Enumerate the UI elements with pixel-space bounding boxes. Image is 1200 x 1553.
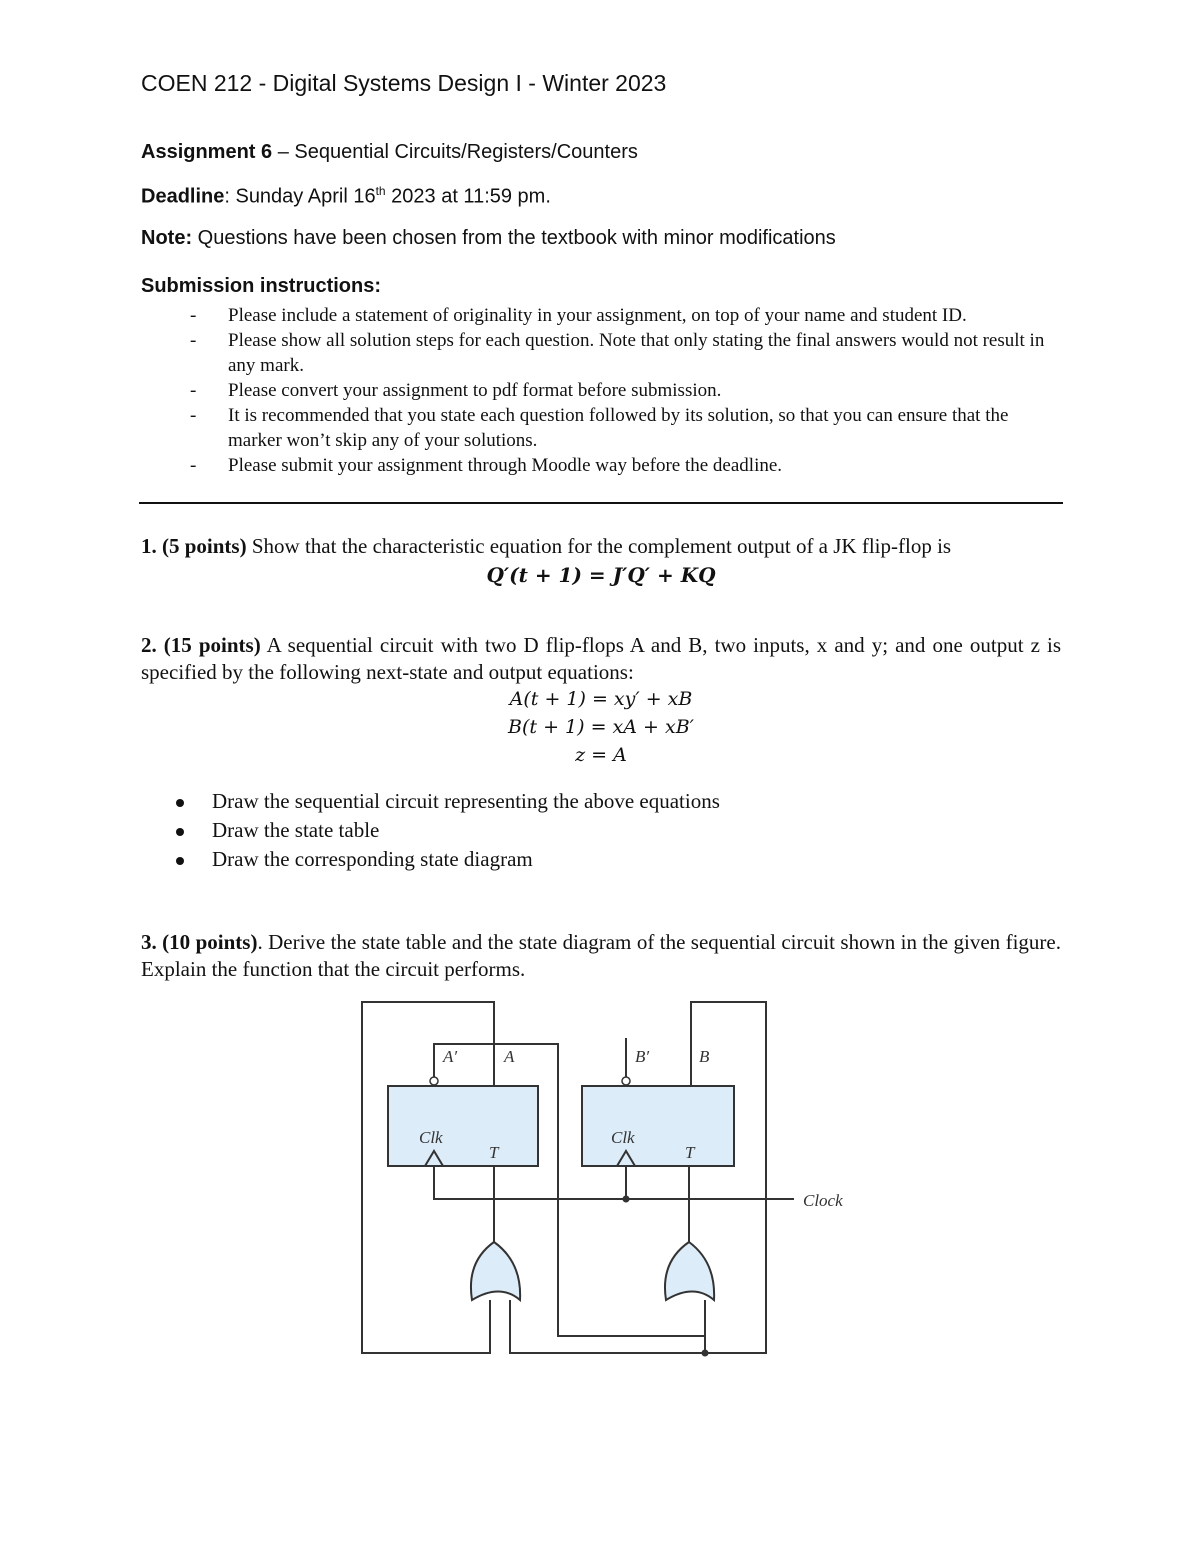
- deadline-sup: th: [375, 184, 386, 198]
- label-t-a: T: [489, 1143, 499, 1162]
- label-a-prime: A′: [443, 1047, 458, 1066]
- instruction-text: Please convert your assignment to pdf format before submission.: [228, 380, 722, 401]
- question-2-text: A sequential circuit with two D flip-flops A and B, two inputs, x and y; and one output z is specified by the following next-state and output equations:: [141, 633, 1061, 684]
- assignment-topic: Sequential Circuits/Registers/Counters: [294, 141, 638, 163]
- instruction-text: Please show all solution steps for each question. Note that only stating the final answers would not result in any mark.: [228, 330, 1045, 376]
- instruction-text: Please submit your assignment through Moodle way before the deadline.: [228, 455, 783, 476]
- label-a: A: [504, 1047, 515, 1066]
- bubble-a: [430, 1077, 438, 1085]
- label-b: B: [699, 1047, 710, 1066]
- question-2-equation: A(t + 1) = xy′ + xB: [509, 688, 693, 710]
- note-label: Note:: [141, 227, 193, 249]
- question-2-equation: z = A: [575, 744, 627, 766]
- submission-heading-text: Submission instructions:: [141, 275, 382, 297]
- bubble-b: [622, 1077, 630, 1085]
- instruction-dash: -: [190, 330, 197, 351]
- assignment-separator: –: [272, 141, 295, 163]
- instruction-dash: -: [190, 455, 197, 476]
- deadline-label: Deadline: [141, 185, 225, 208]
- flip-flop-b: [582, 1086, 734, 1166]
- task-text: Draw the corresponding state diagram: [212, 847, 533, 871]
- instruction-dash: -: [190, 380, 197, 401]
- junction-clock: [623, 1196, 630, 1203]
- question-2-label: 2. (15 points): [141, 633, 261, 657]
- instruction-dash: -: [190, 305, 197, 326]
- or-gate-a: [471, 1242, 520, 1300]
- course-title: COEN 212 - Digital Systems Design I - Winter 2023: [141, 70, 667, 96]
- deadline-text-after: 2023 at 11:59 pm.: [385, 185, 551, 208]
- label-clk-a: Clk: [419, 1128, 443, 1147]
- instruction-dash: -: [190, 405, 197, 426]
- question-1-text: Show that the characteristic equation for the complement output of a JK flip-flop is: [246, 534, 952, 558]
- instruction-text: Please include a statement of originality in your assignment, on top of your name and student ID.: [228, 305, 967, 326]
- wire-a-out: [362, 1002, 494, 1353]
- or-gate-b: [665, 1242, 714, 1300]
- question-2-equation: B(t + 1) = xA + xB′: [508, 716, 694, 738]
- junction-b: [702, 1350, 709, 1357]
- assignment-label: Assignment 6: [141, 141, 273, 163]
- note-text: Questions have been chosen from the textbook with minor modifications: [192, 227, 836, 249]
- label-clk-b: Clk: [611, 1128, 635, 1147]
- question-3-label: 3. (10 points): [141, 930, 258, 954]
- instruction-text: It is recommended that you state each question followed by its solution, so that you can ensure that the marker won’t skip any of your solutions.: [228, 405, 1009, 451]
- question-3-text: . Derive the state table and the state diagram of the sequential circuit shown in the given figure. Explain the function that the circuit performs.: [141, 930, 1061, 981]
- flip-flop-a: [388, 1086, 538, 1166]
- task-text: Draw the state table: [212, 818, 380, 842]
- question-1-label: 1. (5 points): [141, 534, 247, 558]
- question-1-equation: Q′(t + 1) = J′Q′ + KQ: [486, 563, 716, 587]
- label-clock: Clock: [803, 1191, 843, 1210]
- label-t-b: T: [685, 1143, 695, 1162]
- task-text: Draw the sequential circuit representing the above equations: [212, 789, 720, 813]
- deadline-text: : Sunday April 16: [224, 185, 376, 208]
- wire-clock: [434, 1166, 794, 1199]
- label-b-prime: B′: [635, 1047, 650, 1066]
